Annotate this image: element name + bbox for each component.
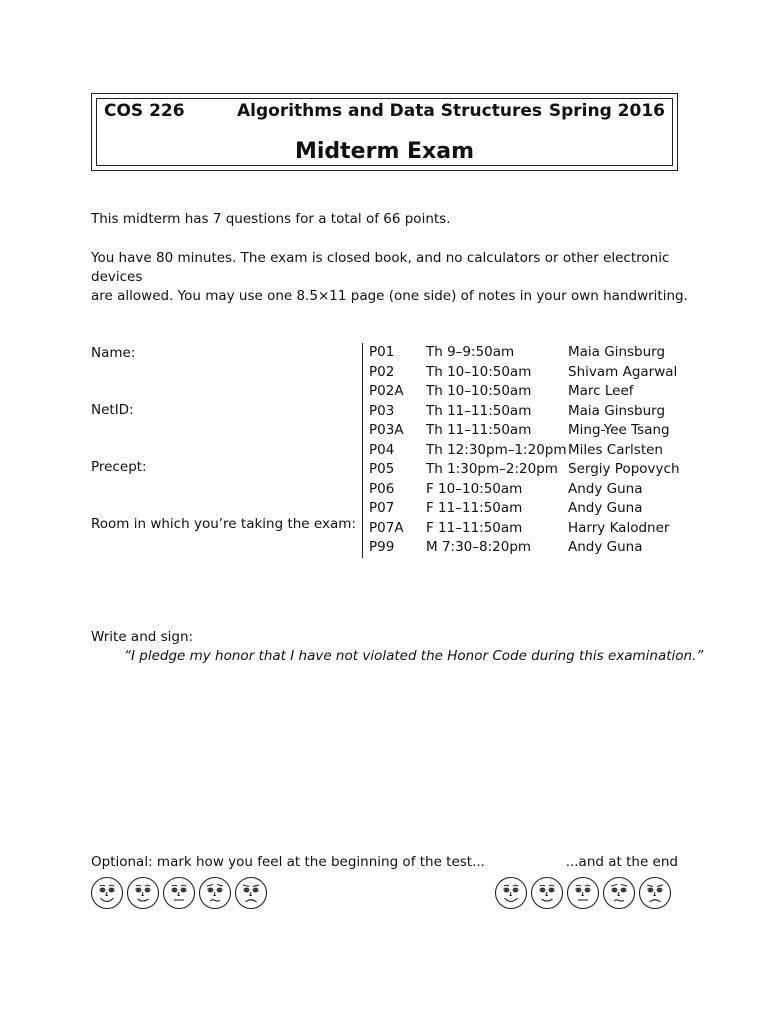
room-label: Room in which you’re taking the exam: [91, 516, 356, 532]
intro-points: This midterm has 7 questions for a total of 66 points. [91, 211, 451, 227]
precept-row [369, 499, 688, 519]
sad-face-icon[interactable] [638, 876, 672, 914]
precept-row [369, 441, 688, 461]
precept-time: F 10–10:50am [426, 480, 523, 497]
mood-end-label: ...and at the end [565, 854, 678, 870]
precept-code: P03A [369, 422, 404, 438]
precept-instructor: Ming-Yee Tsang [568, 422, 670, 438]
precept-code: P04 [369, 441, 395, 458]
mood-start-label: Optional: mark how you feel at the beginning of the test... [91, 854, 485, 870]
precept-code: P01 [369, 344, 395, 360]
mood-start-faces [90, 876, 268, 914]
precept-code: P99 [369, 539, 395, 555]
precept-code: P02A [369, 383, 404, 399]
precept-row [369, 538, 688, 558]
precept-instructor: Sergiy Popovych [568, 461, 680, 477]
precept-instructor: Andy Guna [568, 539, 643, 555]
precept-time: Th 10–10:50am [426, 363, 532, 380]
precept-time: F 11–11:50am [426, 500, 523, 516]
worried-face-icon[interactable] [198, 876, 232, 914]
precept-instructor: Maia Ginsburg [568, 344, 666, 360]
precept-row [369, 363, 688, 383]
exam-header-inner [96, 98, 673, 166]
precept-time: Th 11–11:50am [426, 402, 532, 419]
precept-code: P03 [369, 402, 395, 419]
precept-row [369, 421, 688, 441]
precept-code: P05 [369, 461, 395, 477]
course-title: Algorithms and Data Structures [237, 101, 542, 121]
precept-time: Th 1:30pm–2:20pm [426, 461, 558, 477]
happy-face-icon[interactable] [126, 876, 160, 914]
precept-row [369, 460, 688, 480]
netid-label: NetID: [91, 402, 134, 418]
precept-code: P06 [369, 480, 395, 497]
precept-instructor: Andy Guna [568, 480, 643, 497]
precept-instructor: Harry Kalodner [568, 519, 670, 536]
worried-face-icon[interactable] [602, 876, 636, 914]
neutral-face-icon[interactable] [162, 876, 196, 914]
precept-row [369, 402, 688, 422]
exam-title: Midterm Exam [294, 139, 475, 164]
precept-time: Th 9–9:50am [426, 344, 515, 360]
precept-time: Th 11–11:50am [426, 422, 532, 438]
precept-time: Th 12:30pm–1:20pm [426, 441, 567, 458]
precept-instructor: Shivam Agarwal [568, 363, 678, 380]
course-term: Spring 2016 [548, 101, 665, 121]
precept-row [369, 382, 688, 402]
very-happy-face-icon[interactable] [494, 876, 528, 914]
mood-end-faces [494, 876, 672, 914]
precept-time: F 11–11:50am [426, 519, 523, 536]
sad-face-icon[interactable] [234, 876, 268, 914]
name-label: Name: [91, 345, 136, 361]
intro-rules-line1: You have 80 minutes. The exam is closed book, and no calculators or other electronic devices [91, 250, 670, 285]
precept-table [362, 343, 688, 558]
pledge-label: Write and sign: [91, 629, 194, 645]
intro-rules [91, 249, 691, 306]
precept-row [369, 480, 688, 500]
honor-pledge: “I pledge my honor that I have not violated the Honor Code during this examination.” [124, 648, 704, 664]
neutral-face-icon[interactable] [566, 876, 600, 914]
precept-time: Th 10–10:50am [426, 383, 532, 399]
happy-face-icon[interactable] [530, 876, 564, 914]
precept-instructor: Miles Carlsten [568, 441, 663, 458]
precept-label: Precept: [91, 459, 147, 475]
very-happy-face-icon[interactable] [90, 876, 124, 914]
precept-code: P07 [369, 500, 395, 516]
precept-time: M 7:30–8:20pm [426, 539, 532, 555]
precept-code: P02 [369, 363, 395, 380]
intro-rules-line2: are allowed. You may use one 8.5×11 page (one side) of notes in your own handwriting. [91, 288, 688, 304]
precept-row [369, 343, 688, 363]
precept-instructor: Maia Ginsburg [568, 402, 666, 419]
exam-header [91, 93, 678, 171]
precept-instructor: Andy Guna [568, 500, 643, 516]
precept-code: P07A [369, 519, 404, 536]
precept-row [369, 519, 688, 539]
precept-instructor: Marc Leef [568, 383, 634, 399]
course-code: COS 226 [104, 101, 185, 121]
